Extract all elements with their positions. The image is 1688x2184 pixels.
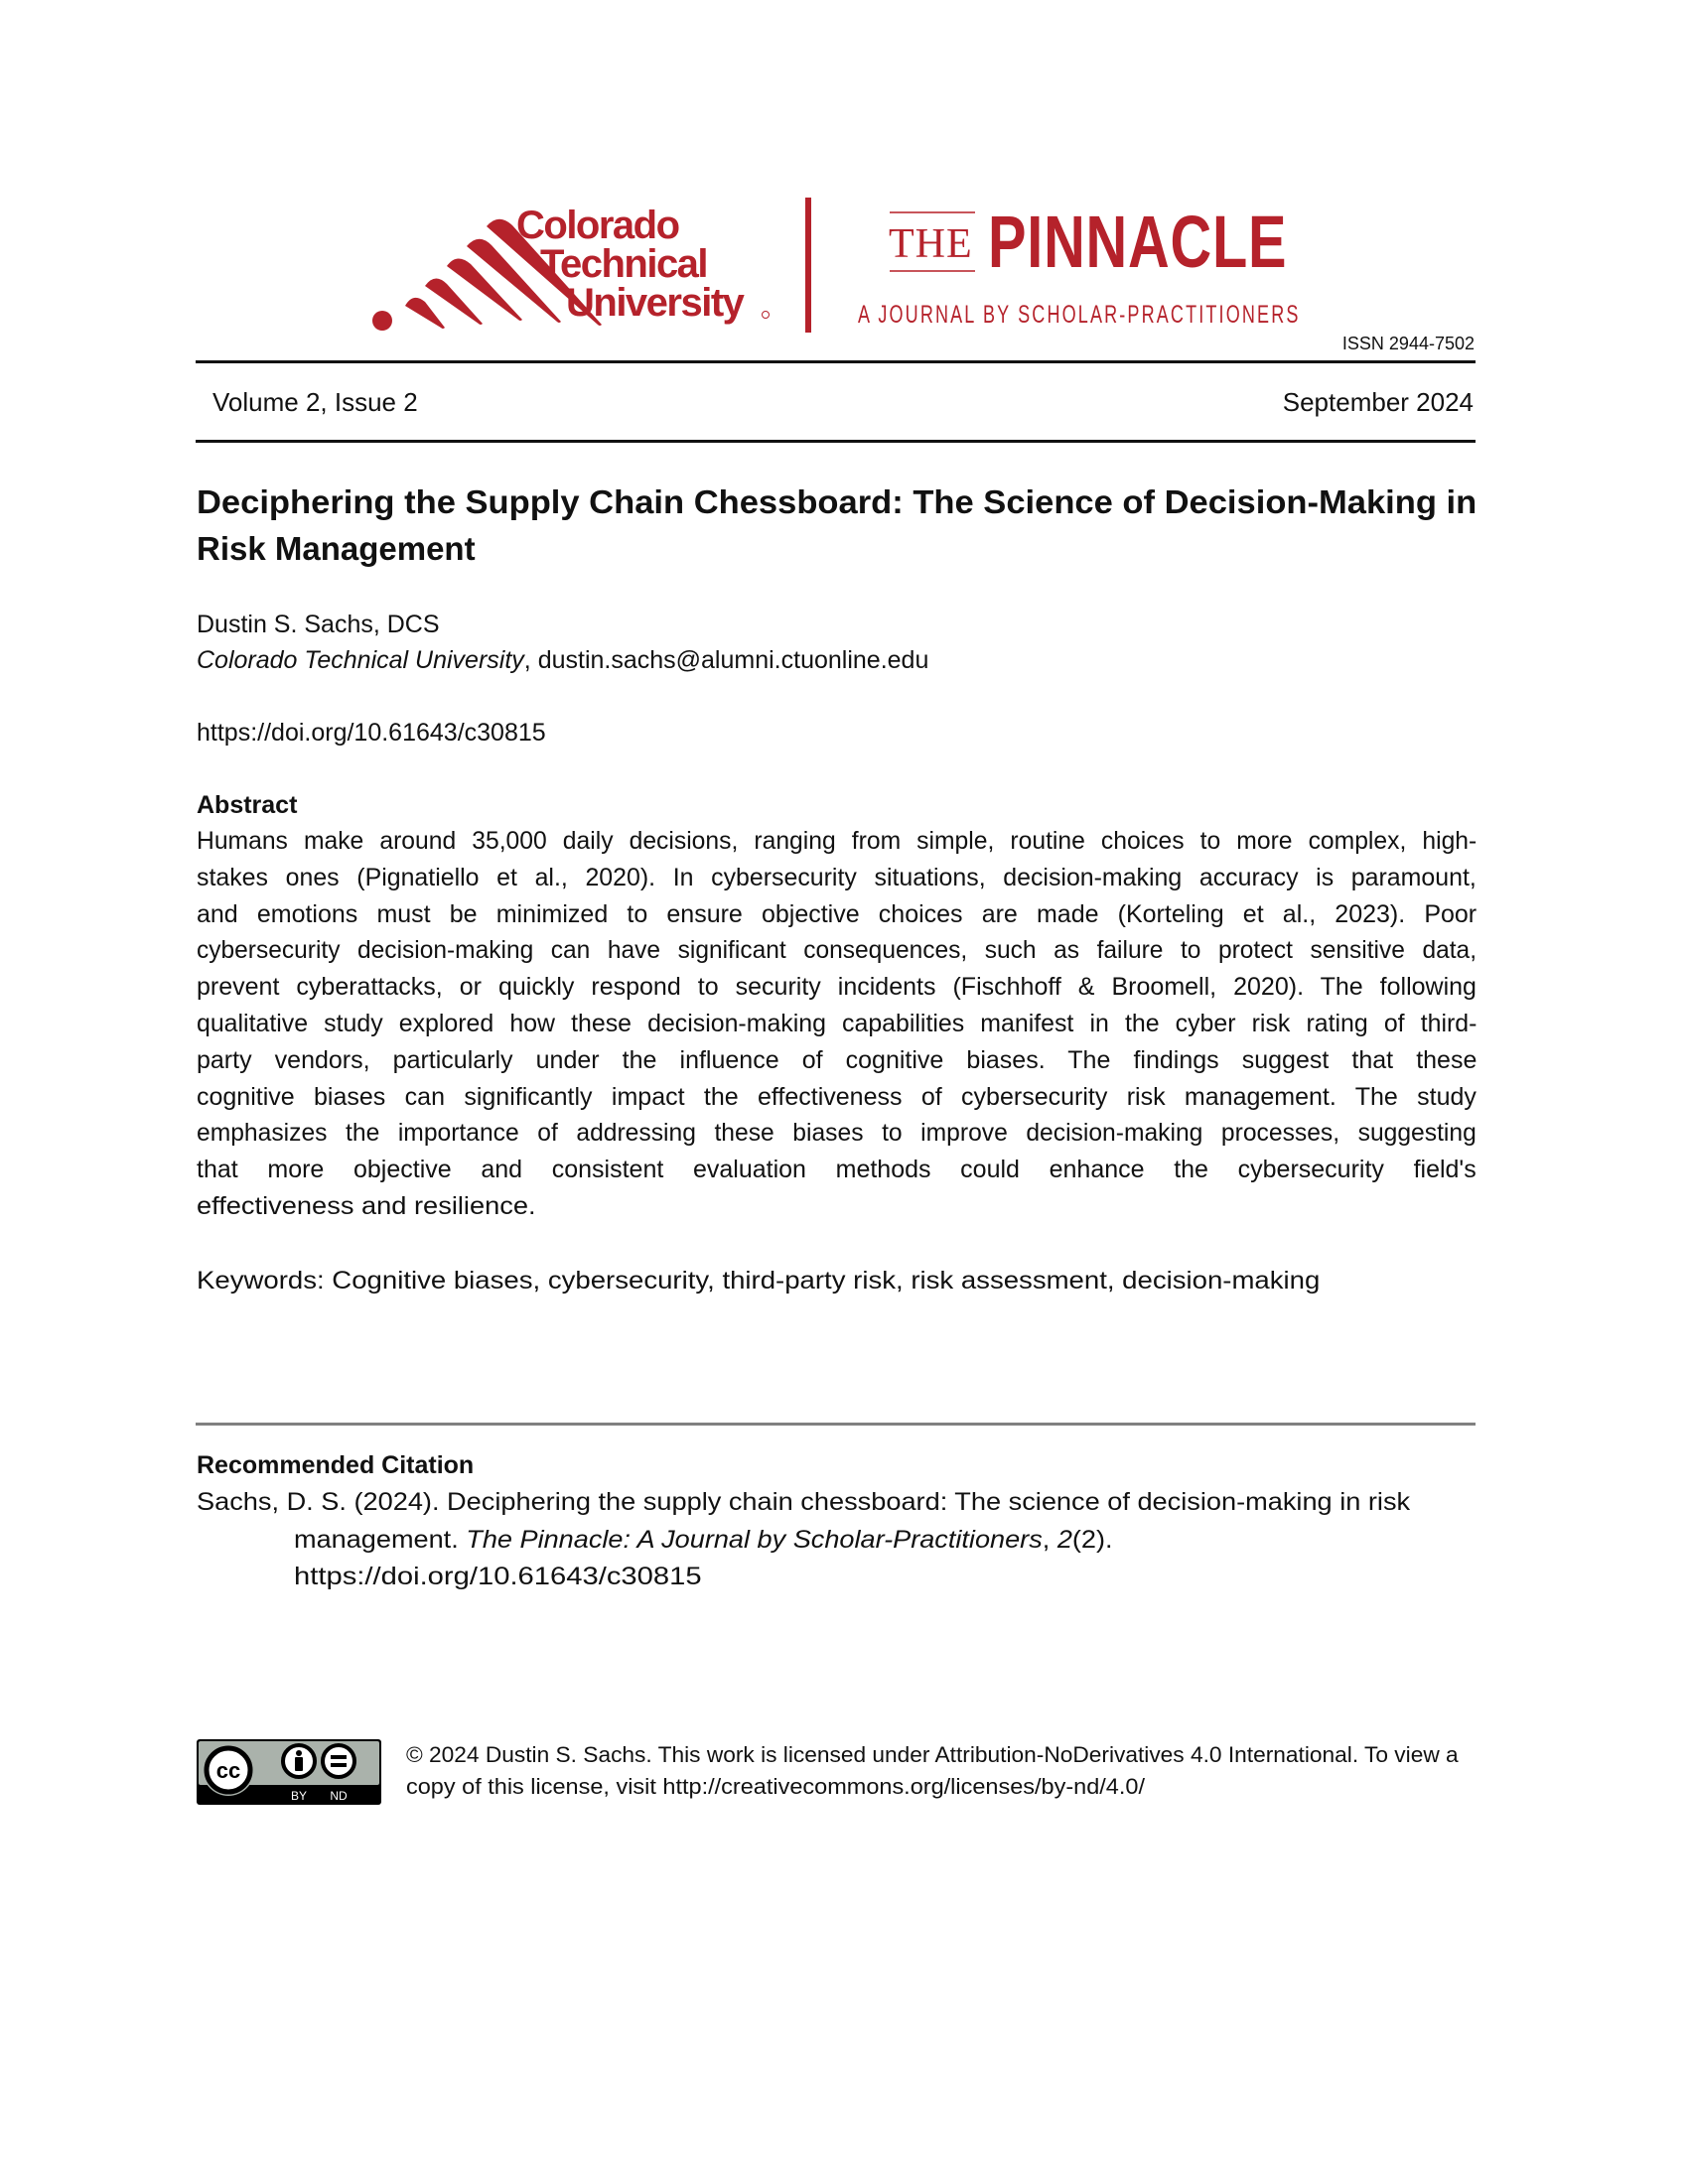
citation-heading: Recommended Citation [197,1451,475,1479]
license-text-link[interactable]: copy of this license, visit http://creativecommons.org/licenses/by-nd/4.0/ [406,1774,1145,1799]
author-email[interactable]: , dustin.sachs@alumni.ctuonline.edu [523,646,929,674]
citation-issue: (2). [1071,1526,1113,1554]
logo-colorado: Colorado [516,204,679,247]
header-rule-bottom [196,440,1476,443]
abstract-line: prevent cyberattacks, or quickly respond to security incidents (Fischhoff & Broomell, 2020). The following [197,973,1477,1002]
abstract-heading: Abstract [197,791,298,819]
by-label: BY [290,1789,308,1803]
logo-university: University [566,281,744,325]
citation-line: Sachs, D. S. (2024). Deciphering the supply chain chessboard: The science of decision-making in risk [197,1488,1411,1516]
citation-volume: 2 [1056,1526,1072,1554]
cc-by-nd-badge[interactable] [197,1739,381,1805]
cc-label: cc [215,1758,241,1783]
citation-journal: The Pinnacle: A Journal by Scholar-Practitioners [466,1526,1043,1554]
abstract-line: cybersecurity decision-making can have significant consequences, such as failure to protect sensitive data, [197,936,1477,965]
abstract-line: Humans make around 35,000 daily decisions, ranging from simple, routine choices to more complex, high- [197,827,1477,855]
abstract-line: stakes ones (Pignatiello et al., 2020). In cybersecurity situations, decision-making accuracy is paramount, [197,863,1477,891]
logo-divider [805,198,811,333]
logo-dot [372,311,392,331]
registered-mark-icon [763,312,770,319]
abstract-line: that more objective and consistent evaluation methods could enhance the cybersecurity field's [197,1156,1477,1184]
abstract-line: qualitative study explored how these decision-making capabilities manifest in the cyber risk rating of third- [197,1010,1477,1037]
citation-sep: , [1042,1526,1057,1554]
citation-doi-link[interactable]: https://doi.org/10.61643/c30815 [294,1563,702,1590]
abstract-line: party vendors, particularly under the influence of cognitive biases. The findings suggest that these [197,1045,1477,1074]
the-rule-top [890,211,975,213]
ctu-logo [367,199,784,338]
volume-issue: Volume 2, Issue 2 [212,387,418,417]
license-text: © 2024 Dustin S. Sachs. This work is licensed under Attribution-NoDerivatives 4.0 International. To view a [406,1742,1459,1767]
section-separator [196,1423,1476,1426]
issue-date: September 2024 [1282,387,1474,417]
journal-name: PINNACLE [988,201,1288,283]
abstract-line: effectiveness and resilience. [197,1192,536,1220]
author-affiliation-line [197,648,928,673]
logo-technical: Technical [540,242,708,286]
article-title-line: Deciphering the Supply Chain Chessboard: The Science of Decision-Making in [197,483,1477,520]
logo-ray [405,298,445,329]
author-name: Dustin S. Sachs, DCS [197,611,440,638]
citation-line [294,1528,1113,1553]
affiliation: Colorado Technical University [197,646,524,674]
citation-text: management. [294,1526,467,1554]
header-rule-top [196,360,1476,363]
nd-label: ND [330,1789,348,1803]
doi-link[interactable]: https://doi.org/10.61643/c30815 [197,719,546,747]
abstract-line: emphasizes the importance of addressing these biases to improve decision-making processes, suggesting [197,1119,1477,1148]
no-derivatives-icon [323,1745,354,1777]
abstract-line: cognitive biases can significantly impact the effectiveness of cybersecurity risk management. The study [197,1082,1477,1111]
journal-the: THE [889,221,973,267]
article-title-line: Risk Management [197,530,476,567]
the-rule-bottom [890,270,975,272]
issn: ISSN 2944-7502 [1341,334,1475,353]
abstract-line: and emotions must be minimized to ensure objective choices are made (Korteling et al., 2023). Poor [197,899,1477,928]
journal-tagline: A JOURNAL BY SCHOLAR-PRACTITIONERS [858,301,1301,329]
keywords: Keywords: Cognitive biases, cybersecurity, third-party risk, risk assessment, decision-making [197,1267,1321,1295]
